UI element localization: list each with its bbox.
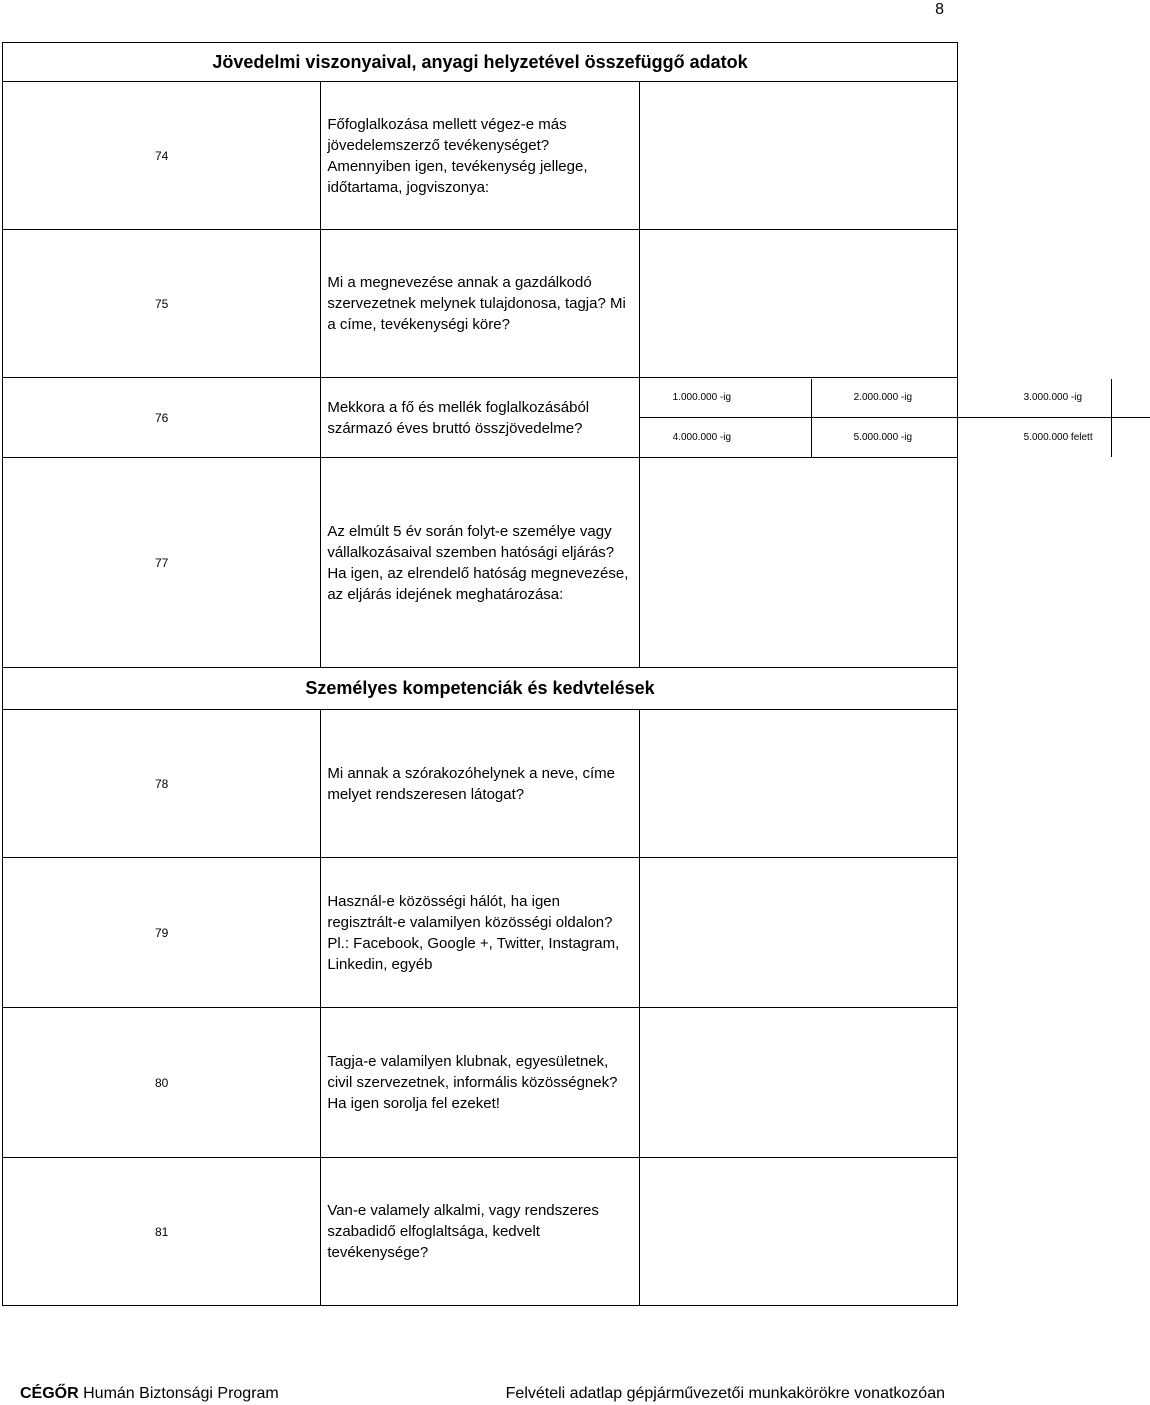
section-header-competence — [3, 668, 958, 710]
answer-field[interactable] — [639, 458, 957, 668]
footer-brand: CÉGŐR — [20, 1385, 79, 1402]
income-option-label: 3.000.000 -ig — [989, 379, 1112, 418]
question-number: 81 — [3, 1158, 321, 1306]
question-row — [3, 1158, 958, 1306]
answer-field[interactable] — [639, 230, 957, 378]
income-option-label: 2.000.000 -ig — [821, 379, 989, 418]
income-checkbox[interactable] — [812, 418, 821, 457]
income-checkbox[interactable] — [1112, 379, 1150, 418]
income-option-label: 4.000.000 -ig — [672, 431, 732, 443]
question-number: 77 — [3, 458, 321, 668]
question-number: 76 — [3, 378, 321, 458]
question-text: Főfoglalkozása mellett végez-e más jövedelemszerző tevékenységet? Amennyiben igen, tevékenység jellege, időtartama, jogviszonya: — [321, 82, 639, 230]
answer-field[interactable] — [639, 1158, 957, 1306]
question-number: 79 — [3, 858, 321, 1008]
question-text: Mekkora a fő és mellék foglalkozásából származó éves bruttó összjövedelme? — [321, 378, 639, 458]
section-title: Személyes kompetenciák és kedvtelések — [3, 668, 958, 710]
question-row — [3, 458, 958, 668]
question-number: 78 — [3, 710, 321, 858]
income-options — [639, 378, 1093, 458]
section-header-income — [3, 43, 958, 82]
question-row — [3, 82, 958, 230]
question-text: Mi annak a szórakozóhelynek a neve, címe melyet rendszeresen látogat? — [321, 710, 639, 858]
question-text: Az elmúlt 5 év során folyt-e személye vagy vállalkozásaival szemben hatósági eljárás? Ha igen, az elrendelő hatóság megnevezése, az eljárás idejének meghatározása: — [321, 458, 639, 668]
answer-field[interactable] — [639, 710, 957, 858]
question-text: Tagja-e valamilyen klubnak, egyesületnek, civil szervezetnek, informális közösségnek? Ha igen sorolja fel ezeket! — [321, 1008, 639, 1158]
question-text: Használ-e közösségi hálót, ha igen regisztrált-e valamilyen közösségi oldalon? Pl.: Facebook, Google +, Twitter, Instagram, Linkedin, egyéb — [321, 858, 639, 1008]
footer-document-title: Felvételi adatlap gépjárművezetői munkakörökre vonatkozóan — [505, 1385, 945, 1402]
answer-field[interactable] — [639, 82, 957, 230]
income-option-label: 5.000.000 -ig — [853, 431, 913, 443]
question-text: Mi a megnevezése annak a gazdálkodó szervezetnek melynek tulajdonosa, tagja? Mi a címe, tevékenységi köre? — [321, 230, 639, 378]
question-row — [3, 1008, 958, 1158]
income-checkbox[interactable] — [812, 379, 821, 418]
question-number: 80 — [3, 1008, 321, 1158]
section-title: Jövedelmi viszonyaival, anyagi helyzetével összefüggő adatok — [3, 43, 958, 82]
page-number: 8 — [935, 1, 944, 18]
question-number: 74 — [3, 82, 321, 230]
income-option-label: 1.000.000 -ig — [640, 379, 812, 418]
answer-field[interactable] — [639, 1008, 957, 1158]
question-row — [3, 710, 958, 858]
answer-field[interactable] — [639, 858, 957, 1008]
question-text: Van-e valamely alkalmi, vagy rendszeres szabadidő elfoglaltsága, kedvelt tevékenysége? — [321, 1158, 639, 1306]
footer-program-name: Humán Biztonsági Program — [78, 1385, 279, 1402]
question-row — [3, 230, 958, 378]
questionnaire-table — [2, 42, 1093, 1306]
question-row — [3, 858, 958, 1008]
question-row — [3, 378, 958, 458]
page-footer — [20, 1385, 945, 1403]
question-number: 75 — [3, 230, 321, 378]
footer-program — [20, 1385, 279, 1403]
income-option-label: 5.000.000 felett — [1023, 431, 1093, 443]
income-checkbox[interactable] — [1112, 418, 1150, 457]
